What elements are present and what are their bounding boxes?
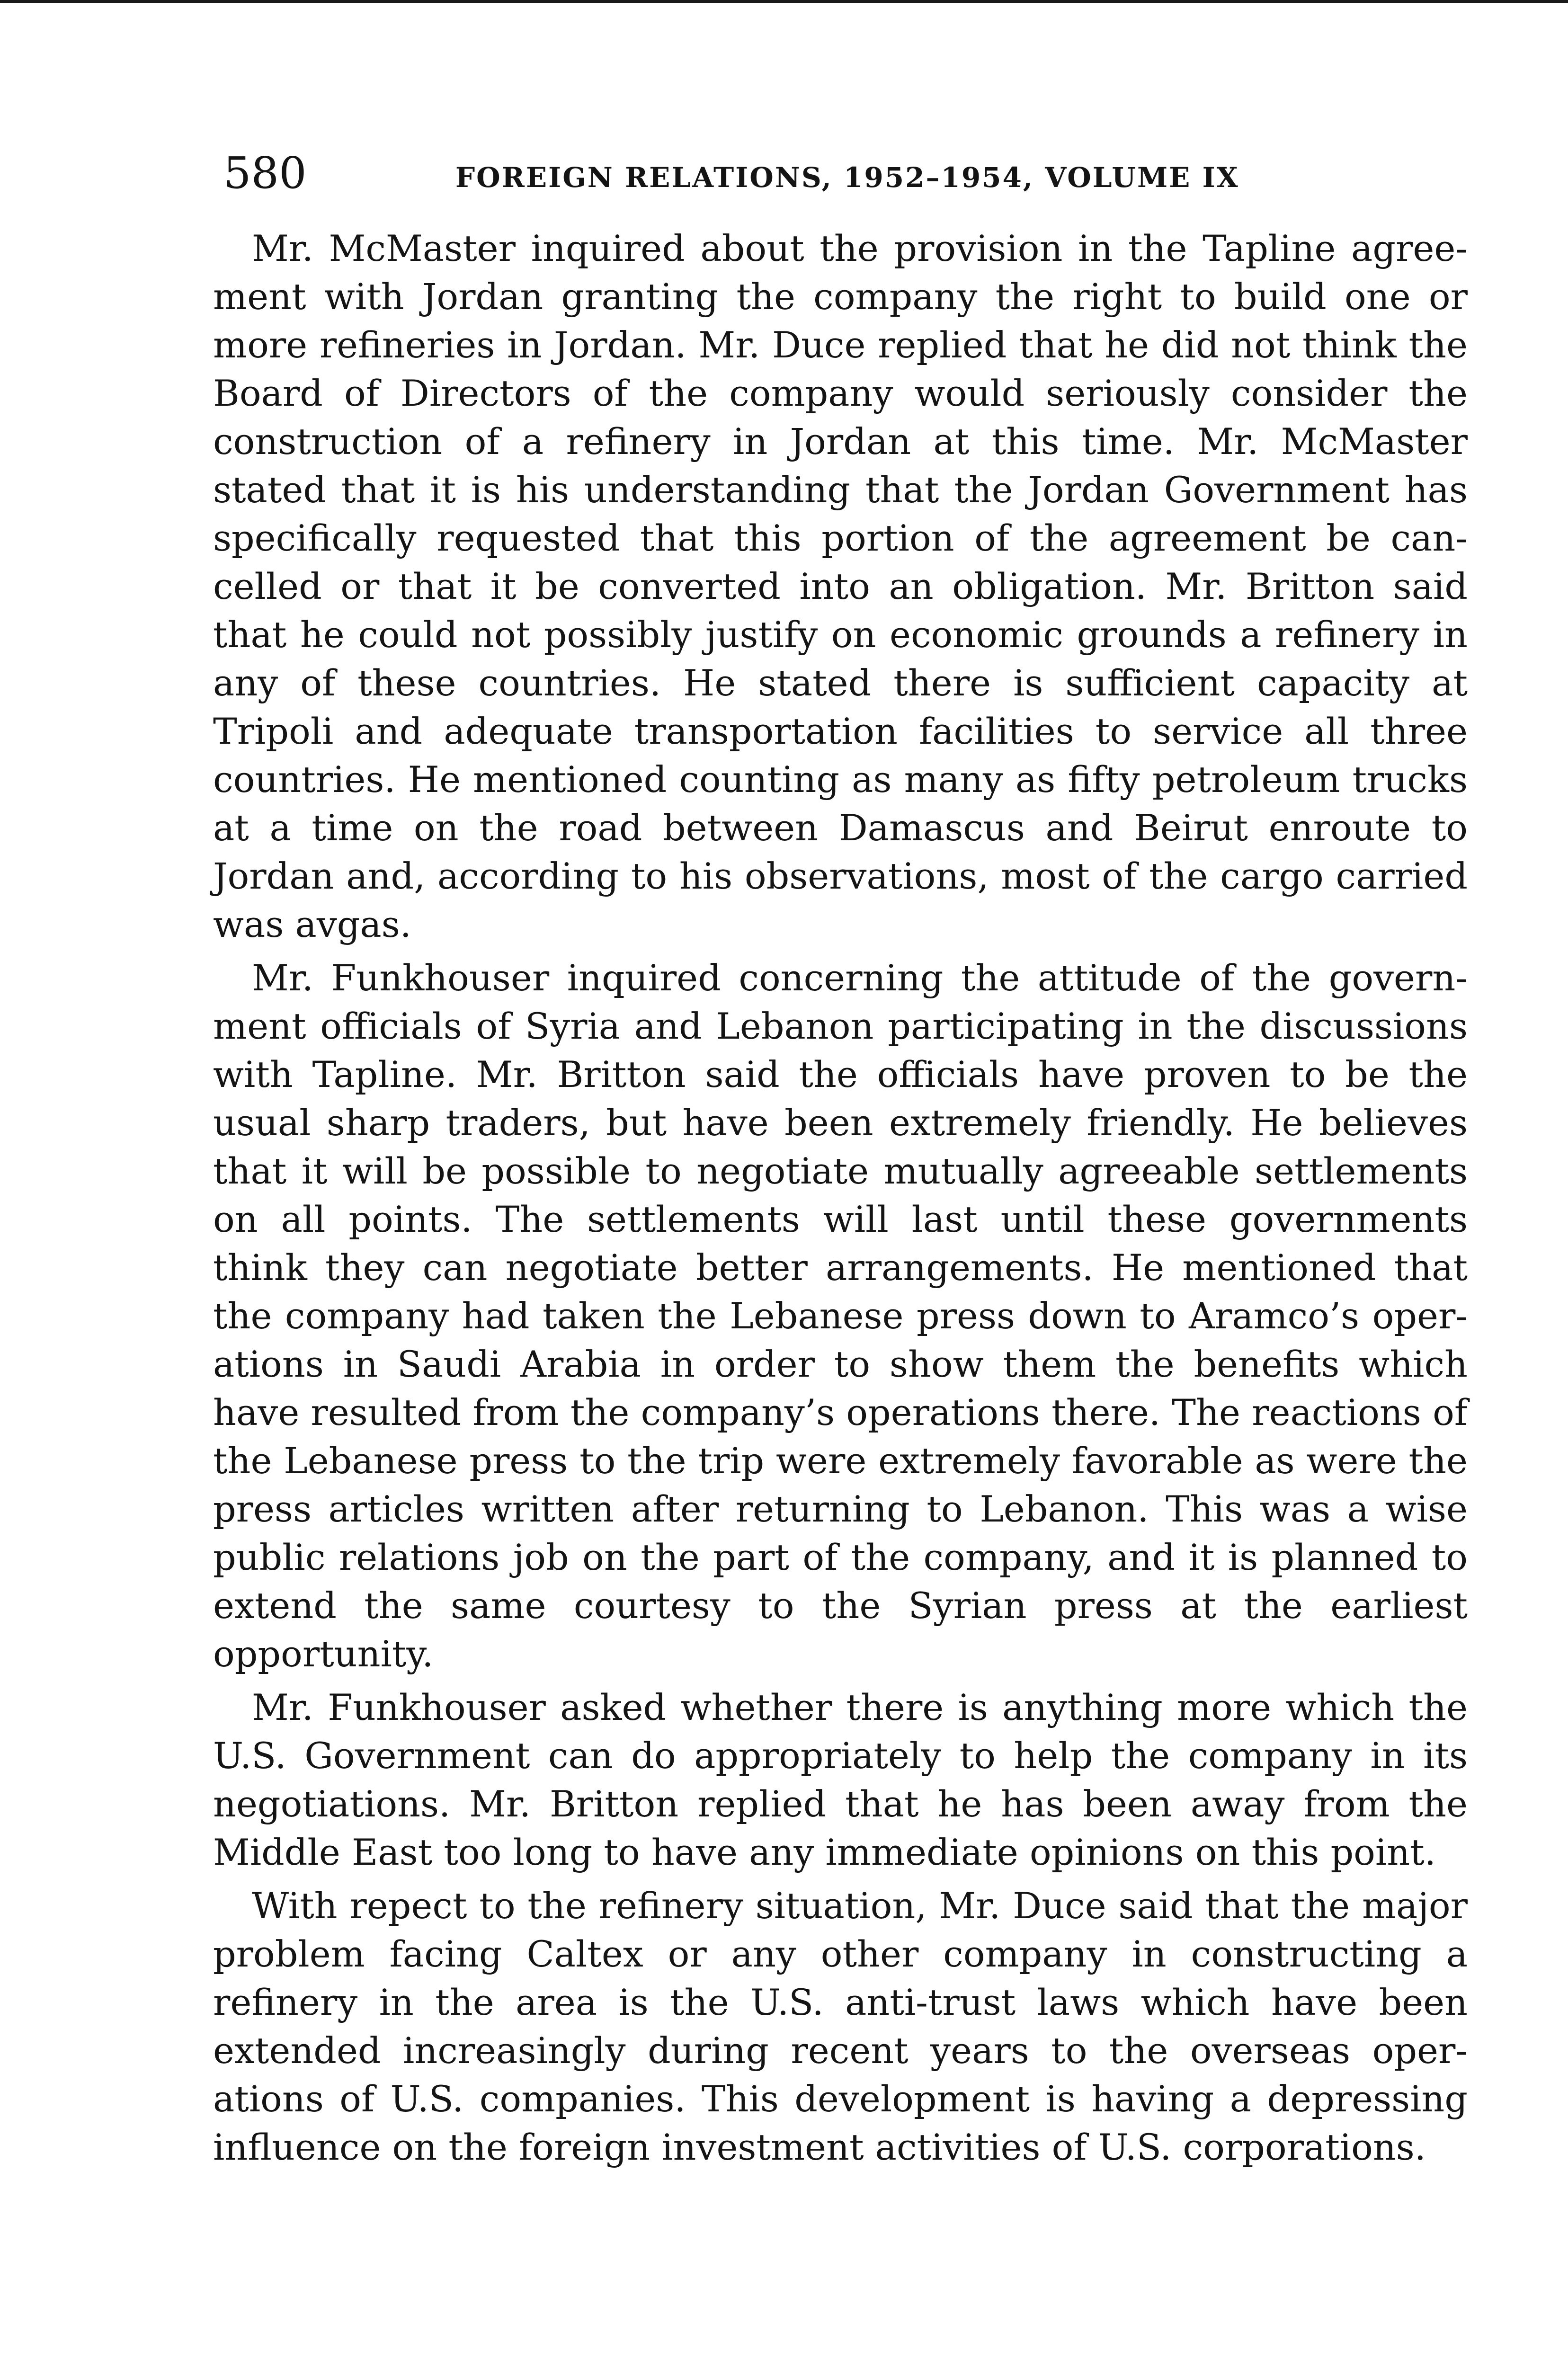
paragraph-us-government-help: Mr. Funkhouser asked whether there is anything more which the U.S. Government can do appropriately to help the company in its negotiations. Mr. Britton replied that he has been away from the Middle East too long to have any immediate opinions on this point. [213, 1686, 1468, 1873]
paragraph-anti-trust-laws: With repect to the refinery situation, Mr. Duce said that the major problem facing Caltex or any other company in constructing a refinery in the area is the U.S. anti-trust laws which have been extended increasingly during recent years to the overseas operations of U.S. companies. This development is having a depressing influence on the foreign investment activities of U.S. corporations. [213, 1885, 1468, 2168]
running-title: FOREIGN RELATIONS, 1952–1954, VOLUME IX [455, 161, 1239, 194]
page-number: 580 [223, 148, 307, 198]
running-head [223, 145, 1473, 202]
paragraph-mcmaster-refinery: Mr. McMaster inquired about the provision in the Tapline agreement with Jordan granting the company the right to build one or more refineries in Jordan. Mr. Duce replied that he did not think the Board of Directors of the company would seriously consider the construction of a refinery in Jordan at this time. Mr. McMaster stated that it is his understanding that the Jordan Government has specifically requested that this portion of the agreement be cancelled or that it be converted into an obligation. Mr. Britton said that he could not possibly justify on economic grounds a refinery in any of these countries. He stated there is sufficient capacity at Tripoli and adequate transportation facilities to service all three countries. He mentioned counting as many as fifty petroleum trucks at a time on the road between Damascus and Beirut enroute to Jordan and, according to his observations, most of the cargo carried was avgas. [213, 227, 1468, 945]
paragraph-government-officials: Mr. Funkhouser inquired concerning the attitude of the government officials of Syria and Lebanon participating in the discussions with Tapline. Mr. Britton said the officials have proven to be the usual sharp traders, but have been extremely friendly. He believes that it will be possible to negotiate mutually agreeable settlements on all points. The settlements will last until these governments think they can negotiate better arrangements. He mentioned that the company had taken the Lebanese press down to Aramco’s operations in Saudi Arabia in order to show them the benefits which have resulted from the company’s operations there. The reactions of the Lebanese press to the trip were extremely favorable as were the press articles written after returning to Lebanon. This was a wise public relations job on the part of the company, and it is planned to extend the same courtesy to the Syrian press at the earliest opportunity. [213, 957, 1468, 1675]
body-text [213, 224, 1468, 2177]
